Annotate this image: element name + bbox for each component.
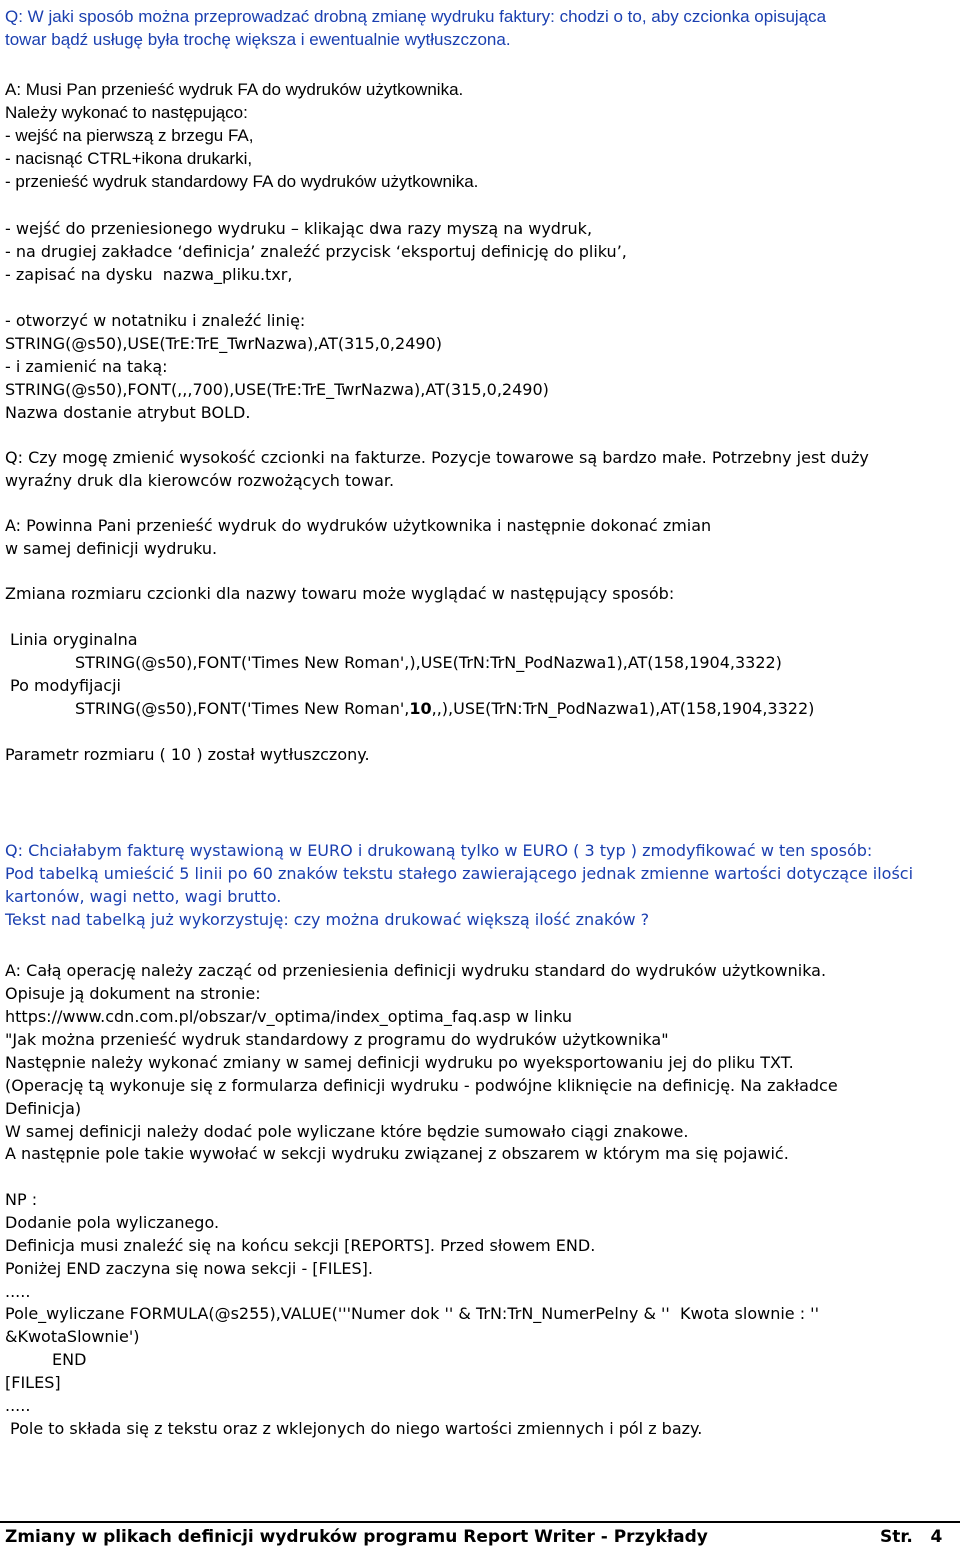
page-number: Str. 4 (880, 1527, 943, 1547)
question-2-line-2: wyraźny druk dla kierowców rozwożących towar. (5, 471, 395, 490)
answer-3-line-20: Pole to składa się z tekstu oraz z wklejonych do niego wartości zmiennych i pól z bazy. (10, 1419, 703, 1438)
answer-1-line-6: - wejść do przeniesionego wydruku – klikając dwa razy myszą na wydruk, (5, 219, 593, 238)
answer-1-line-4: - nacisnąć CTRL+ikona drukarki, (5, 149, 253, 168)
answer-3-line-5: Następnie należy wykonać zmiany w samej definicji wydruku po wyeksportowaniu jej do pliku TXT. (5, 1053, 794, 1072)
answer-3-line-12: Definicja musi znaleźć się na końcu sekcji [REPORTS]. Przed słowem END. (5, 1236, 596, 1255)
answer-3-line-6: (Operację tą wykonuje się z formularza definicji wydruku - podwójne kliknięcie na definicję. Na zakładce (5, 1076, 838, 1095)
answer-1-line-11: - i zamienić na taką: (5, 357, 168, 376)
footer-divider (0, 1521, 960, 1523)
answer-3-code-line-1: Pole_wyliczane FORMULA(@s255),VALUE('''Numer dok '' & TrN:TrN_NumerPelny & '' Kwota slownie : '' (5, 1304, 819, 1323)
answer-1-line-9: - otworzyć w notatniku i znaleźć linię: (5, 311, 306, 330)
answer-3-line-8: W samej definicji należy dodać pole wyliczane które będzie sumowało ciągi znakowe. (5, 1122, 689, 1141)
answer-3-ellipsis-1: ..... (5, 1282, 31, 1301)
answer-2-line-2: w samej definicji wydruku. (5, 539, 218, 558)
answer-3-code-line-2: &KwotaSlownie') (5, 1327, 140, 1346)
answer-1-line-1: A: Musi Pan przenieść wydruk FA do wydruków użytkownika. (5, 80, 464, 99)
answer-3-line-4: "Jak można przenieść wydruk standardowy z programu do wydruków użytkownika" (5, 1030, 669, 1049)
modified-line-label: Po modyfijacji (10, 676, 121, 695)
answer-3-link-line: https://www.cdn.com.pl/obszar/v_optima/index_optima_faq.asp w linku (5, 1007, 573, 1026)
answer-2-line-1: A: Powinna Pani przenieść wydruk do wydruków użytkownika i następnie dokonać zmian (5, 516, 712, 535)
answer-3-line-2: Opisuje ją dokument na stronie: (5, 984, 261, 1003)
question-2-line-1: Q: Czy mogę zmienić wysokość czcionki na fakturze. Pozycje towarowe są bardzo małe. Potrzebny jest duży (5, 448, 869, 467)
answer-3-code-end: END (52, 1350, 87, 1369)
answer-1-line-13: Nazwa dostanie atrybut BOLD. (5, 403, 251, 422)
question-3-line-1: Q: Chciałabym fakturę wystawioną w EURO i drukowaną tylko w EURO ( 3 typ ) zmodyfikować w ten sposób: (5, 841, 873, 860)
answer-3-line-13: Poniżej END zaczyna się nowa sekcji - [FILES]. (5, 1259, 373, 1278)
answer-3-line-11: Dodanie pola wyliczanego. (5, 1213, 220, 1232)
answer-1-line-5: - przenieść wydruk standardowy FA do wydruków użytkownika. (5, 172, 479, 191)
answer-1-line-2: Należy wykonać to następująco: (5, 103, 248, 122)
footer-title: Zmiany w plikach definicji wydruków programu Report Writer - Przykłady (5, 1527, 708, 1547)
answer-3-line-9: A następnie pole takie wywołać w sekcji wydruku związanej z obszarem w którym ma się pojawić. (5, 1144, 789, 1163)
modified-line-code (75, 698, 814, 720)
modified-code-part-1: STRING(@s50),FONT('Times New Roman', (75, 699, 410, 718)
question-3-line-2: Pod tabelką umieścić 5 linii po 60 znaków tekstu stałego zawierającego jednak zmienne wartości dotyczące ilości (5, 864, 914, 883)
modified-code-part-2: ,,),USE(TrN:TrN_PodNazwa1),AT(158,1904,3322) (431, 699, 815, 718)
answer-2-line-3: Zmiana rozmiaru czcionki dla nazwy towaru może wyglądać w następujący sposób: (5, 584, 675, 603)
font-size-bold-value: 10 (409, 699, 432, 718)
original-line-code: STRING(@s50),FONT('Times New Roman',),USE(TrN:TrN_PodNazwa1),AT(158,1904,3322) (75, 653, 782, 672)
answer-1-line-3: - wejść na pierwszą z brzegu FA, (5, 126, 254, 145)
answer-1-line-7: - na drugiej zakładce ‘definicja’ znaleźć przycisk ‘eksportuj definicję do pliku’, (5, 242, 627, 261)
answer-1-code-modified: STRING(@s50),FONT(,,,700),USE(TrE:TrE_TwrNazwa),AT(315,0,2490) (5, 380, 549, 399)
answer-3-line-1: A: Całą operację należy zacząć od przeniesienia definicji wydruku standard do wydruków użytkownika. (5, 961, 827, 980)
answer-3-line-10: NP : (5, 1190, 38, 1209)
answer-3-ellipsis-2: ..... (5, 1396, 31, 1415)
answer-3-code-files: [FILES] (5, 1373, 61, 1392)
question-1-line-2: towar bądź usługę była trochę większa i ewentualnie wytłuszczona. (5, 30, 511, 49)
original-line-label: Linia oryginalna (10, 630, 138, 649)
answer-1-line-8: - zapisać na dysku nazwa_pliku.txr, (5, 265, 293, 284)
answer-1-code-original: STRING(@s50),USE(TrE:TrE_TwrNazwa),AT(315,0,2490) (5, 334, 442, 353)
question-1-line-1: Q: W jaki sposób można przeprowadzać drobną zmianę wydruku faktury: chodzi o to, aby czcionka opisująca (5, 7, 827, 26)
question-3-line-4: Tekst nad tabelką już wykorzystuję: czy można drukować większą ilość znaków ? (5, 910, 650, 929)
answer-3-line-7: Definicja) (5, 1099, 82, 1118)
answer-2-line-8: Parametr rozmiaru ( 10 ) został wytłuszczony. (5, 745, 370, 764)
question-3-line-3: kartonów, wagi netto, wagi brutto. (5, 887, 282, 906)
